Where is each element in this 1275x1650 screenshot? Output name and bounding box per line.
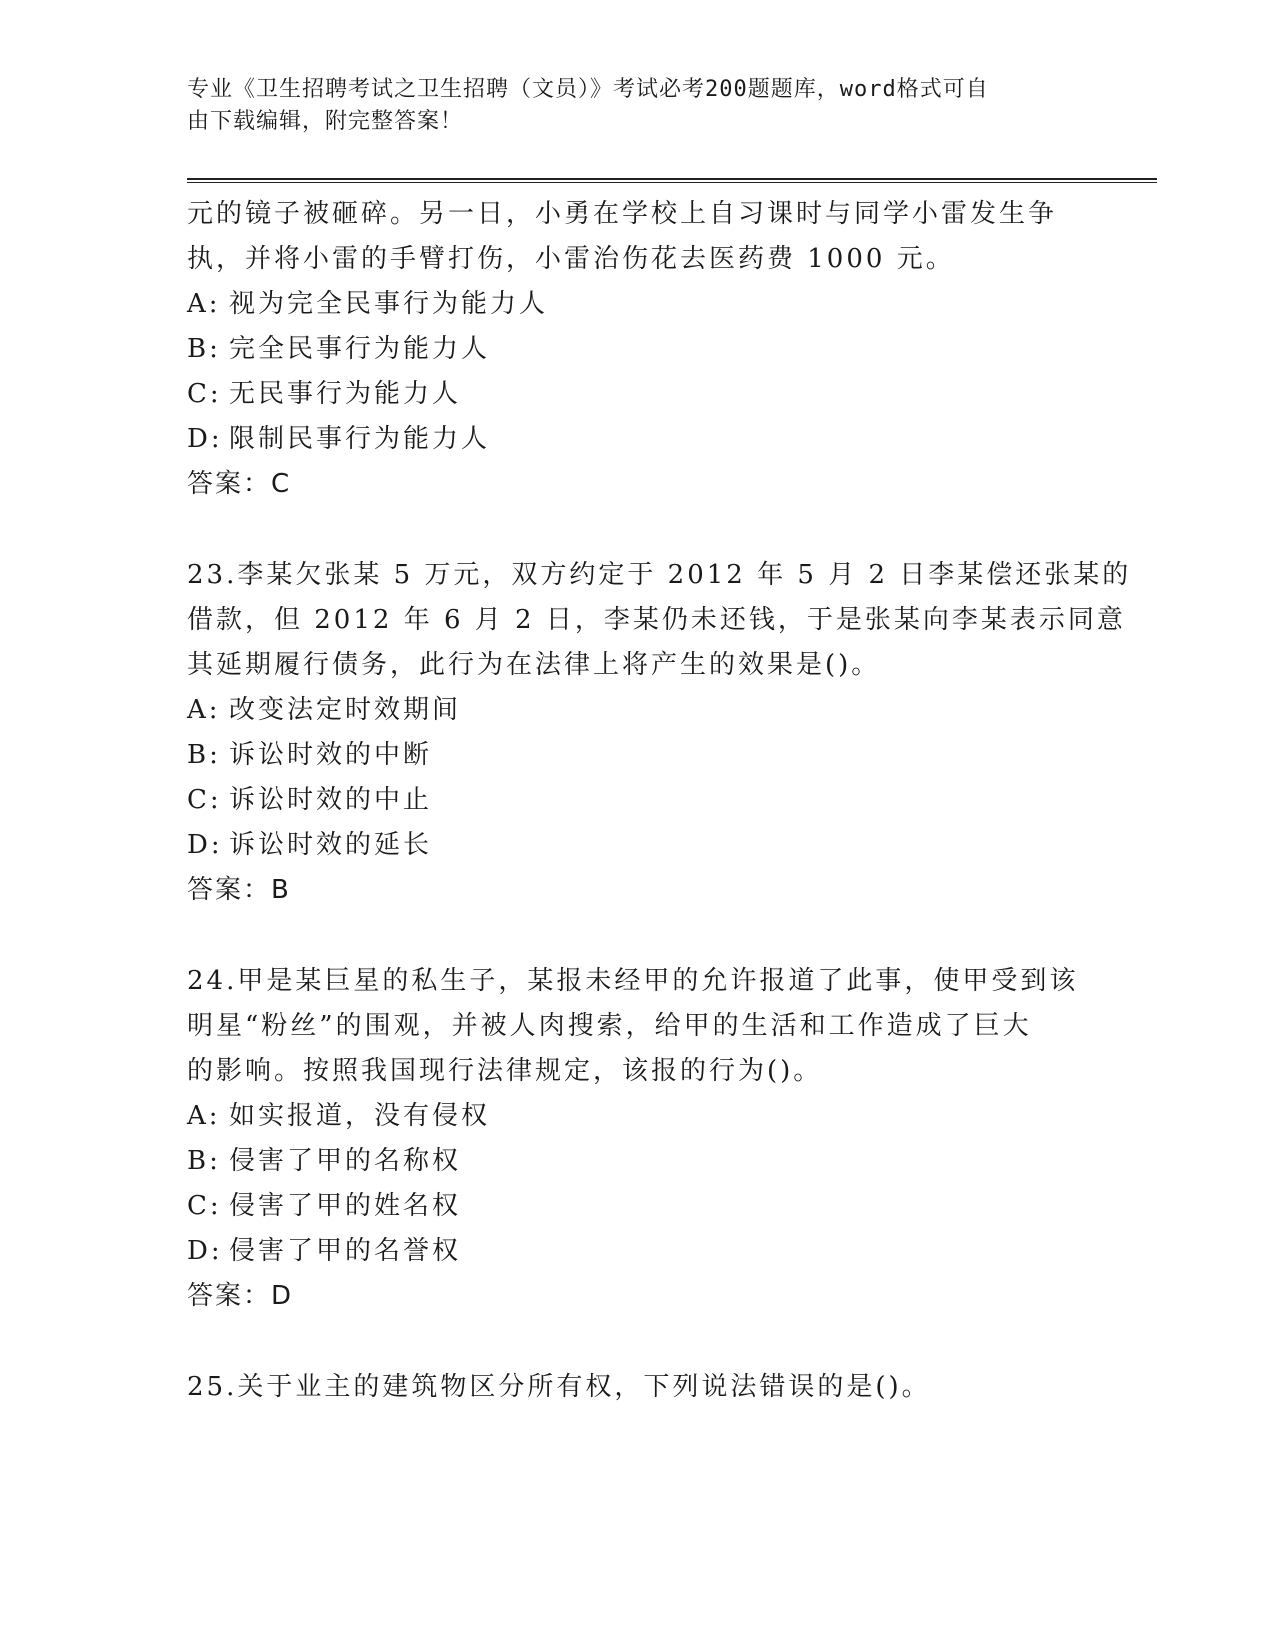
- option-d: [187, 1229, 1087, 1274]
- header-divider-thin: [187, 182, 1157, 183]
- option-text: 诉讼时效的中止: [229, 785, 433, 815]
- option-label: C:: [187, 1191, 222, 1221]
- option-label: C:: [187, 785, 222, 815]
- option-text: 侵害了甲的名誉权: [229, 1236, 462, 1266]
- option-label: A:: [187, 1101, 221, 1131]
- answer-line: 答案：B: [187, 875, 291, 905]
- spacer: [187, 507, 1087, 553]
- question-text-line: 执，并将小雷的手臂打伤，小雷治伤花去医药费 1000 元。: [187, 244, 955, 274]
- option-c: [187, 1184, 1087, 1229]
- option-text: 诉讼时效的中断: [229, 740, 433, 770]
- question-text-line: 23.李某欠张某 5 万元，双方约定于 2012 年 5 月 2 日李某偿还张某的: [187, 560, 1132, 590]
- spacer: [187, 1319, 1087, 1365]
- option-text: 如实报道，没有侵权: [229, 1101, 491, 1131]
- option-b: [187, 733, 1087, 778]
- header-line-2: 由下载编辑，附完整答案！: [187, 109, 464, 134]
- option-a: [187, 688, 1087, 733]
- option-text: 无民事行为能力人: [229, 379, 462, 409]
- question-23: [187, 553, 1132, 913]
- option-text: 侵害了甲的姓名权: [229, 1191, 462, 1221]
- option-a: [187, 282, 1087, 327]
- option-label: A:: [187, 695, 221, 725]
- option-b: [187, 327, 1087, 372]
- question-text-line: 元的镜子被砸碎。另一日，小勇在学校上自习课时与同学小雷发生争: [187, 199, 1058, 229]
- option-c: [187, 778, 1087, 823]
- option-b: [187, 1139, 1087, 1184]
- question-22-continuation: [187, 192, 1087, 507]
- question-text-line: 借款，但 2012 年 6 月 2 日，李某仍未还钱，于是张某向李某表示同意: [187, 605, 1126, 635]
- option-label: D:: [187, 830, 223, 860]
- document-body: [187, 192, 1132, 1410]
- option-a: [187, 1094, 1087, 1139]
- question-25: [187, 1365, 1087, 1410]
- header-line-1: 专业《卫生招聘考试之卫生招聘（文员）》考试必考200题题库，word格式可自: [187, 77, 989, 102]
- option-label: B:: [187, 334, 221, 364]
- option-text: 诉讼时效的延长: [229, 830, 433, 860]
- header-divider-thick: [187, 178, 1157, 180]
- answer-line: 答案：C: [187, 469, 292, 499]
- option-text: 改变法定时效期间: [229, 695, 462, 725]
- option-text: 视为完全民事行为能力人: [229, 289, 549, 319]
- question-text-line: 25.关于业主的建筑物区分所有权，下列说法错误的是()。: [187, 1372, 931, 1402]
- spacer: [187, 913, 1087, 959]
- question-text-line: 明星“粉丝”的围观，并被人肉搜索，给甲的生活和工作造成了巨大: [187, 1011, 1032, 1041]
- page-header: [187, 74, 1067, 138]
- question-text-line: 的影响。按照我国现行法律规定，该报的行为()。: [187, 1056, 823, 1086]
- question-text-line: 24.甲是某巨星的私生子，某报未经甲的允许报道了此事，使甲受到该: [187, 966, 1079, 996]
- option-d: [187, 417, 1087, 462]
- option-text: 侵害了甲的名称权: [229, 1146, 462, 1176]
- option-d: [187, 823, 1087, 868]
- option-label: B:: [187, 1146, 221, 1176]
- question-text-line: 其延期履行债务，此行为在法律上将产生的效果是()。: [187, 650, 881, 680]
- option-label: A:: [187, 289, 221, 319]
- option-label: D:: [187, 424, 223, 454]
- option-text: 限制民事行为能力人: [229, 424, 491, 454]
- question-24: [187, 959, 1087, 1319]
- option-label: B:: [187, 740, 221, 770]
- option-label: D:: [187, 1236, 223, 1266]
- answer-line: 答案：D: [187, 1281, 294, 1311]
- option-text: 完全民事行为能力人: [229, 334, 491, 364]
- option-c: [187, 372, 1087, 417]
- option-label: C:: [187, 379, 222, 409]
